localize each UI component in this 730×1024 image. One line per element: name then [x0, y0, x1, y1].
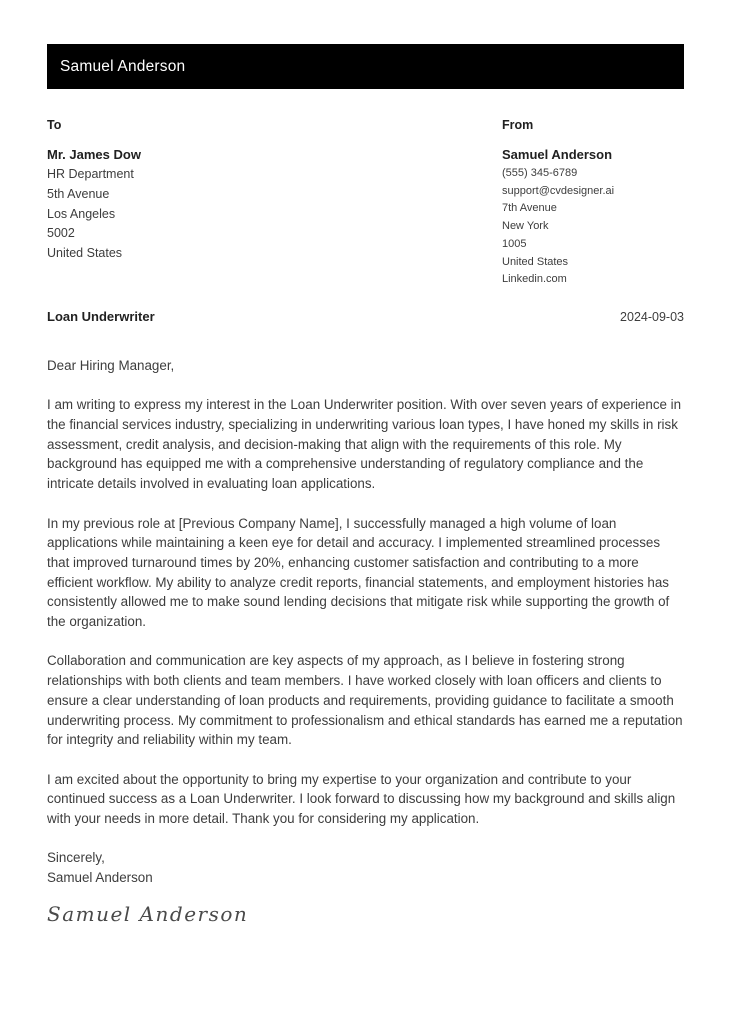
signoff-name: Samuel Anderson: [47, 870, 153, 886]
recipient-line: HR Department: [47, 167, 134, 181]
job-title: Loan Underwriter: [47, 308, 155, 324]
sender-line: 7th Avenue: [502, 202, 557, 215]
sender-name: Samuel Anderson: [502, 147, 613, 162]
sender-line: United States: [502, 255, 569, 268]
recipient-line: Los Angeles: [47, 206, 116, 221]
body-paragraph: Collaboration and communication are key aspects of my approach, as I believe in fostering strong relationships with both clients and team members. I have worked closely with loan officers and clients to ensure a clear understanding of loan products and requirements, providing guidance to facilitate a smooth underwriting process. My commitment to professionalism and ethical standards has earned me a reputation for integrity and reliability within my team.: [47, 653, 683, 748]
letter-date: 2024-09-03: [620, 309, 684, 324]
sender-email: support@cvdesigner.ai: [502, 184, 615, 197]
to-label: To: [47, 118, 62, 132]
title-date-row: [47, 309, 684, 324]
recipient-block: [47, 118, 502, 289]
recipient-name: Mr. James Dow: [47, 147, 141, 162]
closing: Sincerely,: [47, 850, 105, 866]
body-paragraph: I am excited about the opportunity to bring my expertise to your organization and contribute to your continued success as a Loan Underwriter. I look forward to discussing how my background and skills align with your needs in more detail. Thank you for considering my application.: [47, 771, 676, 827]
handwritten-signature: Samuel Anderson: [47, 901, 249, 926]
greeting: Dear Hiring Manager,: [47, 357, 175, 373]
recipient-line: 5002: [47, 226, 75, 241]
sender-linkedin: Linkedin.com: [502, 273, 567, 286]
recipient-line: United States: [47, 246, 123, 261]
sender-line: 1005: [502, 237, 527, 250]
address-section: [47, 118, 684, 289]
letter-header-bar: [47, 44, 684, 89]
body-paragraph: In my previous role at [Previous Company Name], I successfully managed a high volume of loan applications while maintaining a keen eye for detail and accuracy. I implemented streamlined processes that improved turnaround times by 20%, enhancing customer satisfaction and contributing to a more efficient workflow. My ability to analyze credit reports, financial statements, and employment histories has consistently allowed me to make sound lending decisions that mitigate risk while supporting the growth of the organization.: [47, 515, 670, 630]
sender-line: New York: [502, 220, 549, 233]
letter-body: [47, 356, 684, 888]
recipient-line: 5th Avenue: [47, 186, 110, 201]
body-paragraph: I am writing to express my interest in the Loan Underwriter position. With over seven years of experience in the financial services industry, specializing in underwriting various loan types, I have honed my skills in risk assessment, credit analysis, and decision-making that align with the requirements of this role. My background has equipped me with a comprehensive understanding of regulatory compliance and the intricate details involved in evaluating loan applications.: [47, 397, 682, 492]
from-label: From: [502, 118, 534, 132]
sender-phone: (555) 345-6789: [502, 167, 578, 179]
sender-block: [502, 118, 684, 289]
header-name: Samuel Anderson: [60, 57, 186, 75]
closing-block: [47, 848, 684, 887]
